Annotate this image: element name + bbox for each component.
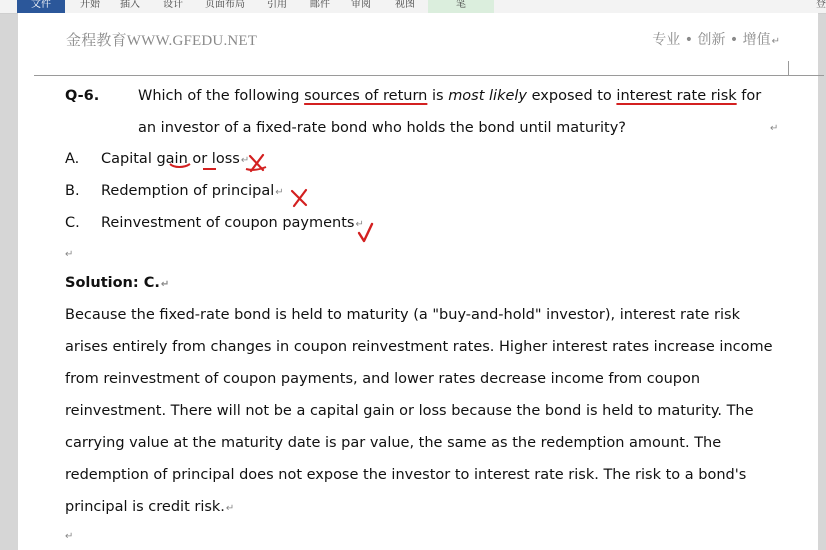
tab-insert[interactable]: 插入 xyxy=(120,0,140,10)
cross-mark-icon xyxy=(246,152,268,174)
paragraph-mark: ↵ xyxy=(65,531,74,542)
paragraph-mark: ↵ xyxy=(355,219,364,230)
option-b-letter: B. xyxy=(65,183,80,199)
option-b xyxy=(101,182,284,202)
tab-view[interactable]: 视图 xyxy=(395,0,415,10)
paragraph-mark: ↵ xyxy=(240,155,250,166)
sign-in-label[interactable]: 登 xyxy=(816,0,826,10)
tab-pen[interactable]: 笔 xyxy=(428,0,494,13)
option-c-letter: C. xyxy=(65,215,80,231)
tab-home[interactable]: 开始 xyxy=(80,0,100,10)
paragraph-mark: ↵ xyxy=(275,187,284,198)
header-slogan: 专业 • 创新 • 增值 xyxy=(652,32,771,48)
header-left-text: 金程教育WWW.GFEDU.NET xyxy=(66,33,258,49)
solution-title-text: Solution: C. xyxy=(65,275,160,291)
question-line-1 xyxy=(138,87,761,105)
solution-line-3: from reinvestment of coupon payments, and lower rates decrease income from coupon xyxy=(65,371,701,387)
q-underlined-interest-rate-risk: interest rate risk xyxy=(616,88,737,104)
solution-line-2: arises entirely from changes in coupon reinvestment rates. Higher interest rates increase income xyxy=(65,339,773,355)
check-mark-icon xyxy=(356,221,376,245)
option-c-text: Reinvestment of coupon payments xyxy=(101,215,355,231)
solution-line-6: redemption of principal does not expose the investor to interest rate risk. The risk to a bond's xyxy=(65,467,747,483)
q-text-g: for xyxy=(741,88,762,104)
cross-mark-icon xyxy=(288,187,312,209)
option-b-text: Redemption of principal xyxy=(101,183,275,199)
paragraph-mark: ↵ xyxy=(770,123,779,134)
header-right-text xyxy=(652,29,780,49)
q-text-most-likely: most likely xyxy=(448,88,528,104)
tab-file[interactable]: 文件 xyxy=(17,0,65,13)
header-rule xyxy=(34,75,824,76)
document-page xyxy=(18,13,818,550)
solution-line-1: Because the fixed-rate bond is held to maturity (a "buy-and-hold" investor), interest rate risk xyxy=(65,307,741,323)
paragraph-mark: ↵ xyxy=(771,36,780,47)
q-text-c: is xyxy=(431,88,444,104)
solution-line-7-text: principal is credit risk. xyxy=(65,499,225,515)
solution-title xyxy=(65,274,169,294)
margin-corner-mark xyxy=(788,61,805,76)
q-underlined-sources: sources of return xyxy=(304,88,428,104)
solution-line-7 xyxy=(65,498,234,518)
q-text-e: exposed to xyxy=(531,88,612,104)
question-line-2: an investor of a fixed-rate bond who holds the bond until maturity? xyxy=(138,120,626,136)
paragraph-mark: ↵ xyxy=(225,503,235,514)
solution-line-4: reinvestment. There will not be a capital gain or loss because the bond is held to maturity. The xyxy=(65,403,754,419)
question-number: Q-6. xyxy=(65,88,100,104)
paragraph-mark: ↵ xyxy=(65,249,74,260)
paragraph-mark: ↵ xyxy=(160,279,170,290)
tab-layout[interactable]: 页面布局 xyxy=(205,0,245,10)
q-text-a: Which of the following xyxy=(138,88,300,104)
solution-line-5: carrying value at the maturity date is par value, the same as the redemption amount. The xyxy=(65,435,722,451)
option-c xyxy=(101,214,364,234)
tab-mailings[interactable]: 邮件 xyxy=(310,0,330,10)
ribbon-tab-bar xyxy=(0,0,826,14)
option-a-letter: A. xyxy=(65,151,80,167)
option-a-text: Capital gain or loss xyxy=(101,151,240,167)
tab-references[interactable]: 引用 xyxy=(267,0,287,10)
tab-design[interactable]: 设计 xyxy=(163,0,183,10)
tab-review[interactable]: 审阅 xyxy=(351,0,371,10)
